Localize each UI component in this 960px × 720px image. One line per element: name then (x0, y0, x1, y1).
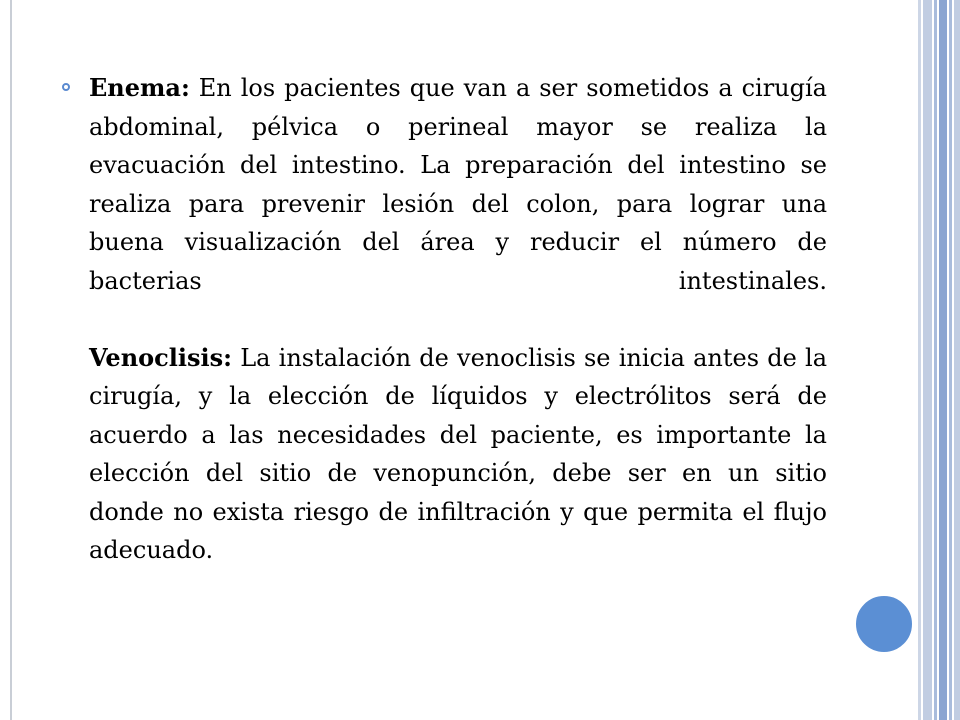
bullet-text (89, 69, 827, 570)
decorative-stripe (949, 0, 952, 720)
bullet-icon (62, 83, 70, 91)
decorative-stripe (923, 0, 932, 720)
slide-body (62, 69, 827, 570)
enema-paragraph (89, 69, 827, 300)
decorative-circle (853, 593, 915, 655)
decorative-stripe (954, 0, 960, 720)
decorative-stripe (939, 0, 947, 720)
enema-description: En los pacientes que van a ser sometidos a cirugía abdominal, pélvica o perineal mayor se realiza la evacuación del intestino. La preparación del intestino se realiza para prevenir lesión del colon, para lograr una buena visualización del área y reducir el número de bacterias intestinales. (89, 74, 827, 295)
venoclisis-description: La instalación de venoclisis se inicia antes de la cirugía, y la elección de líquidos y electrólitos será de acuerdo a las necesidades del paciente, es importante la elección del sitio de venopunción, debe ser en un sitio donde no exista riesgo de infiltración y que permita el flujo adecuado. (89, 343, 827, 564)
left-border-line (10, 0, 12, 720)
venoclisis-term: Venoclisis: (89, 342, 232, 372)
enema-term: Enema: (89, 73, 190, 102)
decorative-stripe (934, 0, 937, 720)
paragraph-spacer (89, 300, 827, 339)
venoclisis-paragraph (89, 339, 827, 570)
decorative-stripe (918, 0, 921, 720)
